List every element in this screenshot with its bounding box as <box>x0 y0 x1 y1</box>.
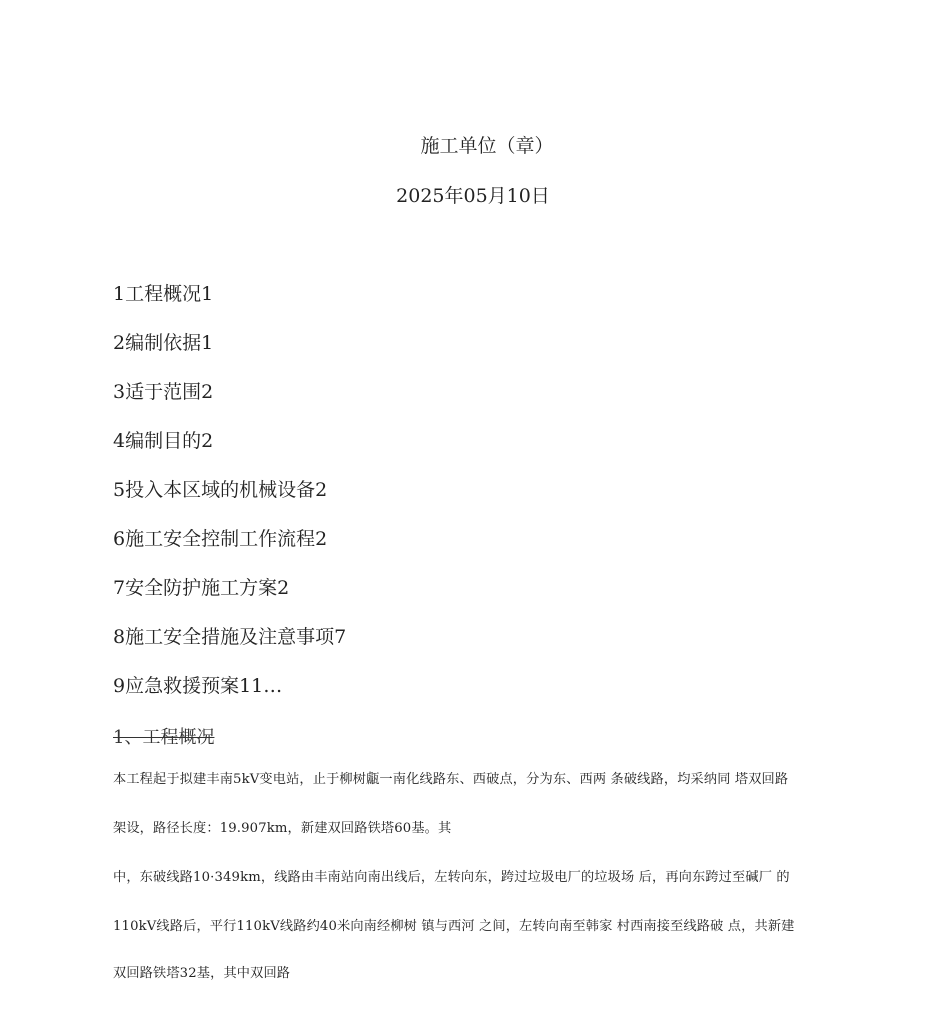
construction-unit-seal-label: 施工单位（章） <box>420 135 554 157</box>
toc-item[interactable]: 4编制目的2 <box>113 430 214 452</box>
toc-item[interactable]: 1工程概况1 <box>113 283 214 305</box>
body-text-line: 110kV线路后，平行110kV线路约40米向南经柳树 镇与西河 之间，左转向南至韩家 村西南接至线路破 点，共新建 <box>113 919 795 934</box>
body-text-line: 双回路铁塔32基，其中双回路 <box>113 966 291 981</box>
signature-date: 2025年05月10日 <box>396 185 550 207</box>
body-text-line: 中，东破线路10·349km，线路由丰南站向南出线后，左转向东，跨过垃圾电厂的垃圾场 后，再向东跨过至碱厂 的 <box>113 870 790 885</box>
toc-item[interactable]: 6施工安全控制工作流程2 <box>113 528 328 550</box>
toc-item[interactable]: 7安全防护施工方案2 <box>113 577 290 599</box>
toc-item[interactable]: 2编制依据1 <box>113 332 214 354</box>
body-text-line: 本工程起于拟建丰南5kV变电站，止于柳树甗一南化线路东、西破点，分为东、西两 条破线路，均采纳同 塔双回路 <box>113 772 789 787</box>
table-of-contents <box>113 282 346 723</box>
toc-item[interactable]: 8施工安全措施及注意事项7 <box>113 626 347 648</box>
toc-item[interactable]: 3适于范围2 <box>113 381 214 403</box>
body-text-line: 架设，路径长度：19.907km，新建双回路铁塔60基。其 <box>113 821 452 836</box>
section-heading: 1、工程概况 <box>113 727 215 748</box>
toc-item[interactable]: 9应急救援预案11… <box>113 675 283 697</box>
toc-item[interactable]: 5投入本区域的机械设备2 <box>113 479 328 501</box>
